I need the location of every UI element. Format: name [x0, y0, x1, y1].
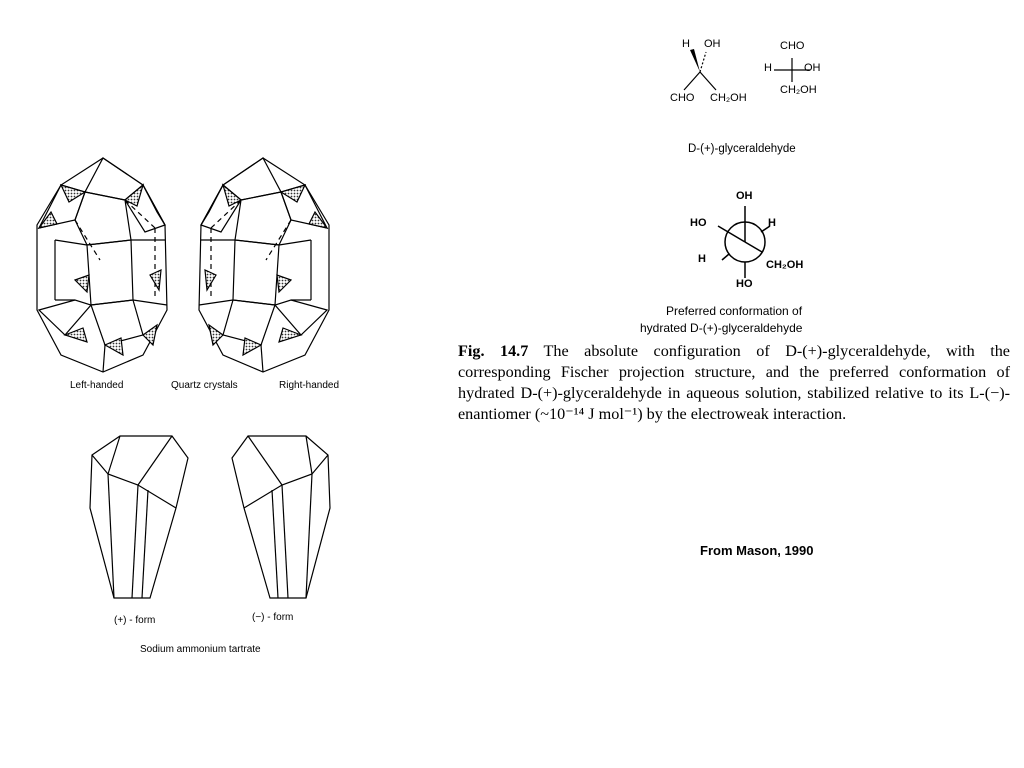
caption-text: The absolute configuration of D-(+)-glyceraldehyde, with the corresponding Fischer projection structure, and the preferred conformation of hydrated D-(+)-glyceraldehyde in aqueous solution, stabilized relative to its L-(−)-enantiomer (~10⁻¹⁴ J mol⁻¹) by the electroweak interaction.	[458, 342, 1010, 423]
newman-top-oh: OH	[736, 190, 753, 202]
minus-form-label: (−) - form	[252, 612, 294, 623]
glyceraldehyde-figure	[640, 30, 840, 340]
figure-number: Fig. 14.7	[458, 342, 529, 360]
newman-lower-right-ch2oh: CH₂OH	[766, 259, 804, 271]
newman-projection	[700, 200, 800, 290]
tartrate-crystals-figure	[80, 430, 340, 660]
source-credit: From Mason, 1990	[700, 543, 814, 558]
quartz-crystals-figure	[25, 150, 405, 400]
plus-form-label: (+) - form	[114, 615, 156, 626]
fischer-right: OH	[804, 62, 821, 74]
right-handed-quartz-crystal	[199, 158, 329, 372]
wedge-h: H	[682, 38, 690, 50]
tartrate-crystals-drawing	[80, 430, 340, 610]
left-handed-label: Left-handed	[70, 380, 124, 391]
fischer-top: CHO	[780, 40, 805, 52]
glyceraldehyde-name-label: D-(+)-glyceraldehyde	[688, 143, 796, 155]
wedge-oh: OH	[704, 38, 721, 50]
wedge-ch2oh: CH₂OH	[710, 92, 747, 104]
newman-right-h: H	[768, 217, 776, 229]
conformation-label-line2: hydrated D-(+)-glyceraldehyde	[640, 321, 803, 335]
fischer-bottom: CH₂OH	[780, 84, 817, 96]
figure-caption	[458, 341, 1010, 425]
quartz-crystals-drawing	[25, 150, 405, 385]
minus-form-crystal	[232, 436, 330, 598]
tartrate-title: Sodium ammonium tartrate	[140, 644, 261, 655]
wedge-cho: CHO	[670, 92, 695, 104]
conformation-label-line1: Preferred conformation of	[666, 304, 803, 318]
right-handed-label: Right-handed	[279, 380, 340, 391]
newman-bottom-ho: HO	[736, 278, 753, 290]
newman-left-ho: HO	[690, 217, 707, 229]
quartz-crystals-label: Quartz crystals	[171, 380, 238, 391]
newman-lower-left-h: H	[698, 253, 706, 265]
left-handed-quartz-crystal	[37, 158, 167, 372]
plus-form-crystal	[90, 436, 188, 598]
fischer-left: H	[764, 62, 772, 74]
